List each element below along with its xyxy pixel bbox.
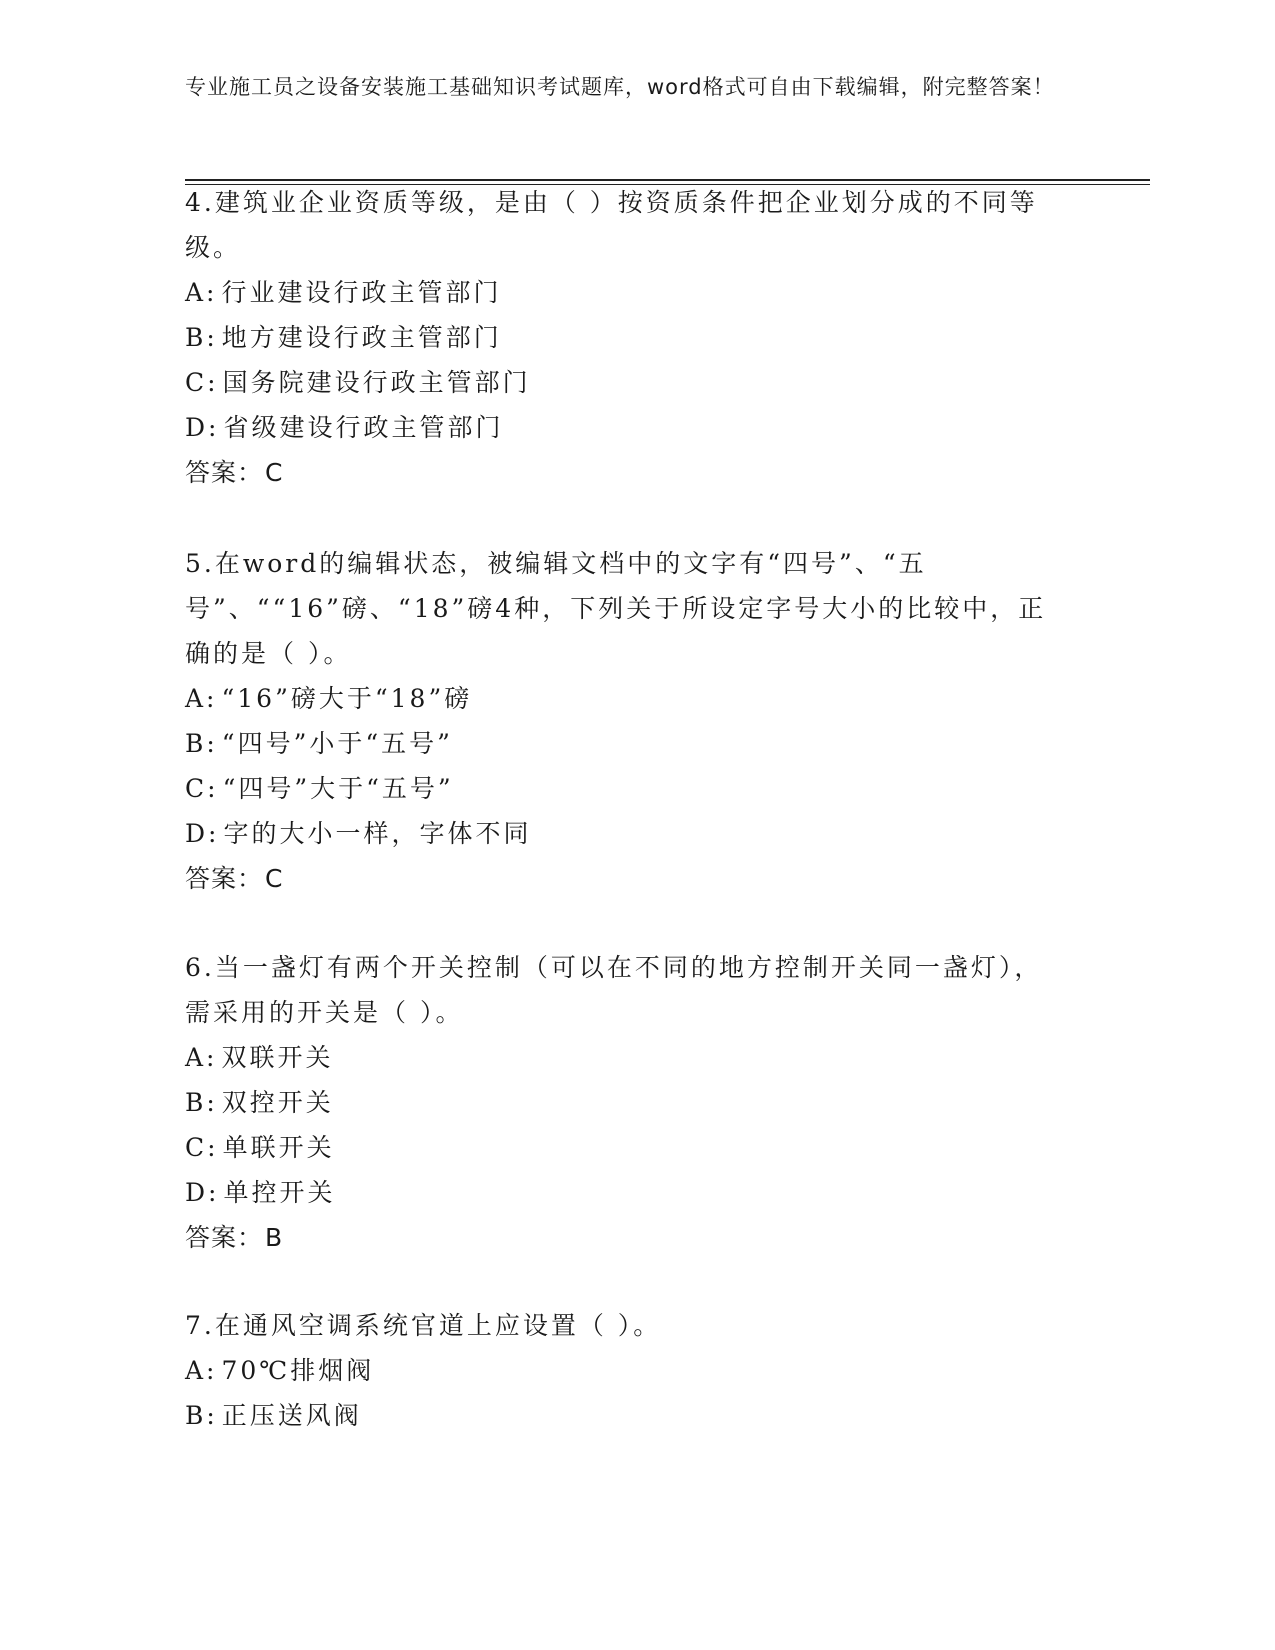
option-text: 国务院建设行政主管部门 <box>222 368 531 397</box>
option-text: “四号”大于“五号” <box>222 774 454 803</box>
option-letter: B: <box>185 323 218 352</box>
document-header: 专业施工员之设备安装施工基础知识考试题库，word格式可自由下载编辑，附完整答案！ <box>185 75 1055 99</box>
option-letter: C: <box>185 368 219 397</box>
answer-label: 答案： <box>185 458 264 487</box>
option-letter: A: <box>185 278 218 307</box>
option-b <box>185 1080 1065 1125</box>
option-letter: A: <box>185 684 218 713</box>
option-text: 单控开关 <box>223 1178 336 1207</box>
option-text: “四号”小于“五号” <box>221 729 453 758</box>
option-c <box>185 1125 1065 1170</box>
option-letter: A: <box>185 1356 218 1385</box>
option-c <box>185 360 1065 405</box>
question-7 <box>185 1303 1065 1438</box>
option-letter: D: <box>185 1178 220 1207</box>
option-a <box>185 676 1065 721</box>
question-stem: 7.在通风空调系统官道上应设置（ ）。 <box>185 1311 662 1340</box>
option-letter: B: <box>185 1401 218 1430</box>
option-text: 双联开关 <box>221 1043 334 1072</box>
option-d <box>185 811 1065 856</box>
option-a <box>185 1348 1065 1393</box>
answer-line <box>185 450 1065 495</box>
option-text: 地方建设行政主管部门 <box>221 323 502 352</box>
option-text: 单联开关 <box>222 1133 335 1162</box>
answer-line <box>185 856 1065 901</box>
option-text: 双控开关 <box>221 1088 334 1117</box>
answer-label: 答案： <box>185 1223 264 1252</box>
answer-line <box>185 1215 1065 1260</box>
option-text: “16”磅大于“18”磅 <box>221 684 473 713</box>
answer-value: C <box>265 864 284 893</box>
option-letter: D: <box>185 819 220 848</box>
question-5 <box>185 541 1065 901</box>
option-b <box>185 721 1065 766</box>
option-b <box>185 1393 1065 1438</box>
option-letter: A: <box>185 1043 218 1072</box>
option-text: 省级建设行政主管部门 <box>223 413 504 442</box>
option-d <box>185 405 1065 450</box>
option-letter: C: <box>185 774 219 803</box>
question-stem: 4.建筑业企业资质等级，是由（ ）按资质条件把企业划分成的不同等级。 <box>185 188 1038 262</box>
option-text: 字的大小一样，字体不同 <box>223 819 532 848</box>
question-6 <box>185 945 1065 1260</box>
option-a <box>185 1035 1065 1080</box>
option-a <box>185 270 1065 315</box>
option-letter: D: <box>185 413 220 442</box>
option-d <box>185 1170 1065 1215</box>
answer-label: 答案： <box>185 864 264 893</box>
option-text: 正压送风阀 <box>221 1401 362 1430</box>
option-c <box>185 766 1065 811</box>
question-4 <box>185 180 1065 495</box>
option-b <box>185 315 1065 360</box>
answer-value: C <box>265 458 284 487</box>
answer-value: B <box>265 1223 284 1252</box>
option-letter: C: <box>185 1133 219 1162</box>
question-stem: 5.在word的编辑状态，被编辑文档中的文字有“四号”、“五号”、““16”磅、“18”磅4种，下列关于所设定字号大小的比较中，正确的是（ ）。 <box>185 549 1047 668</box>
option-text: 行业建设行政主管部门 <box>221 278 502 307</box>
option-letter: B: <box>185 1088 218 1117</box>
question-stem: 6.当一盏灯有两个开关控制（可以在不同的地方控制开关同一盏灯），需采用的开关是（ ）。 <box>185 953 1043 1027</box>
option-letter: B: <box>185 729 218 758</box>
option-text: 70℃排烟阀 <box>221 1356 375 1385</box>
